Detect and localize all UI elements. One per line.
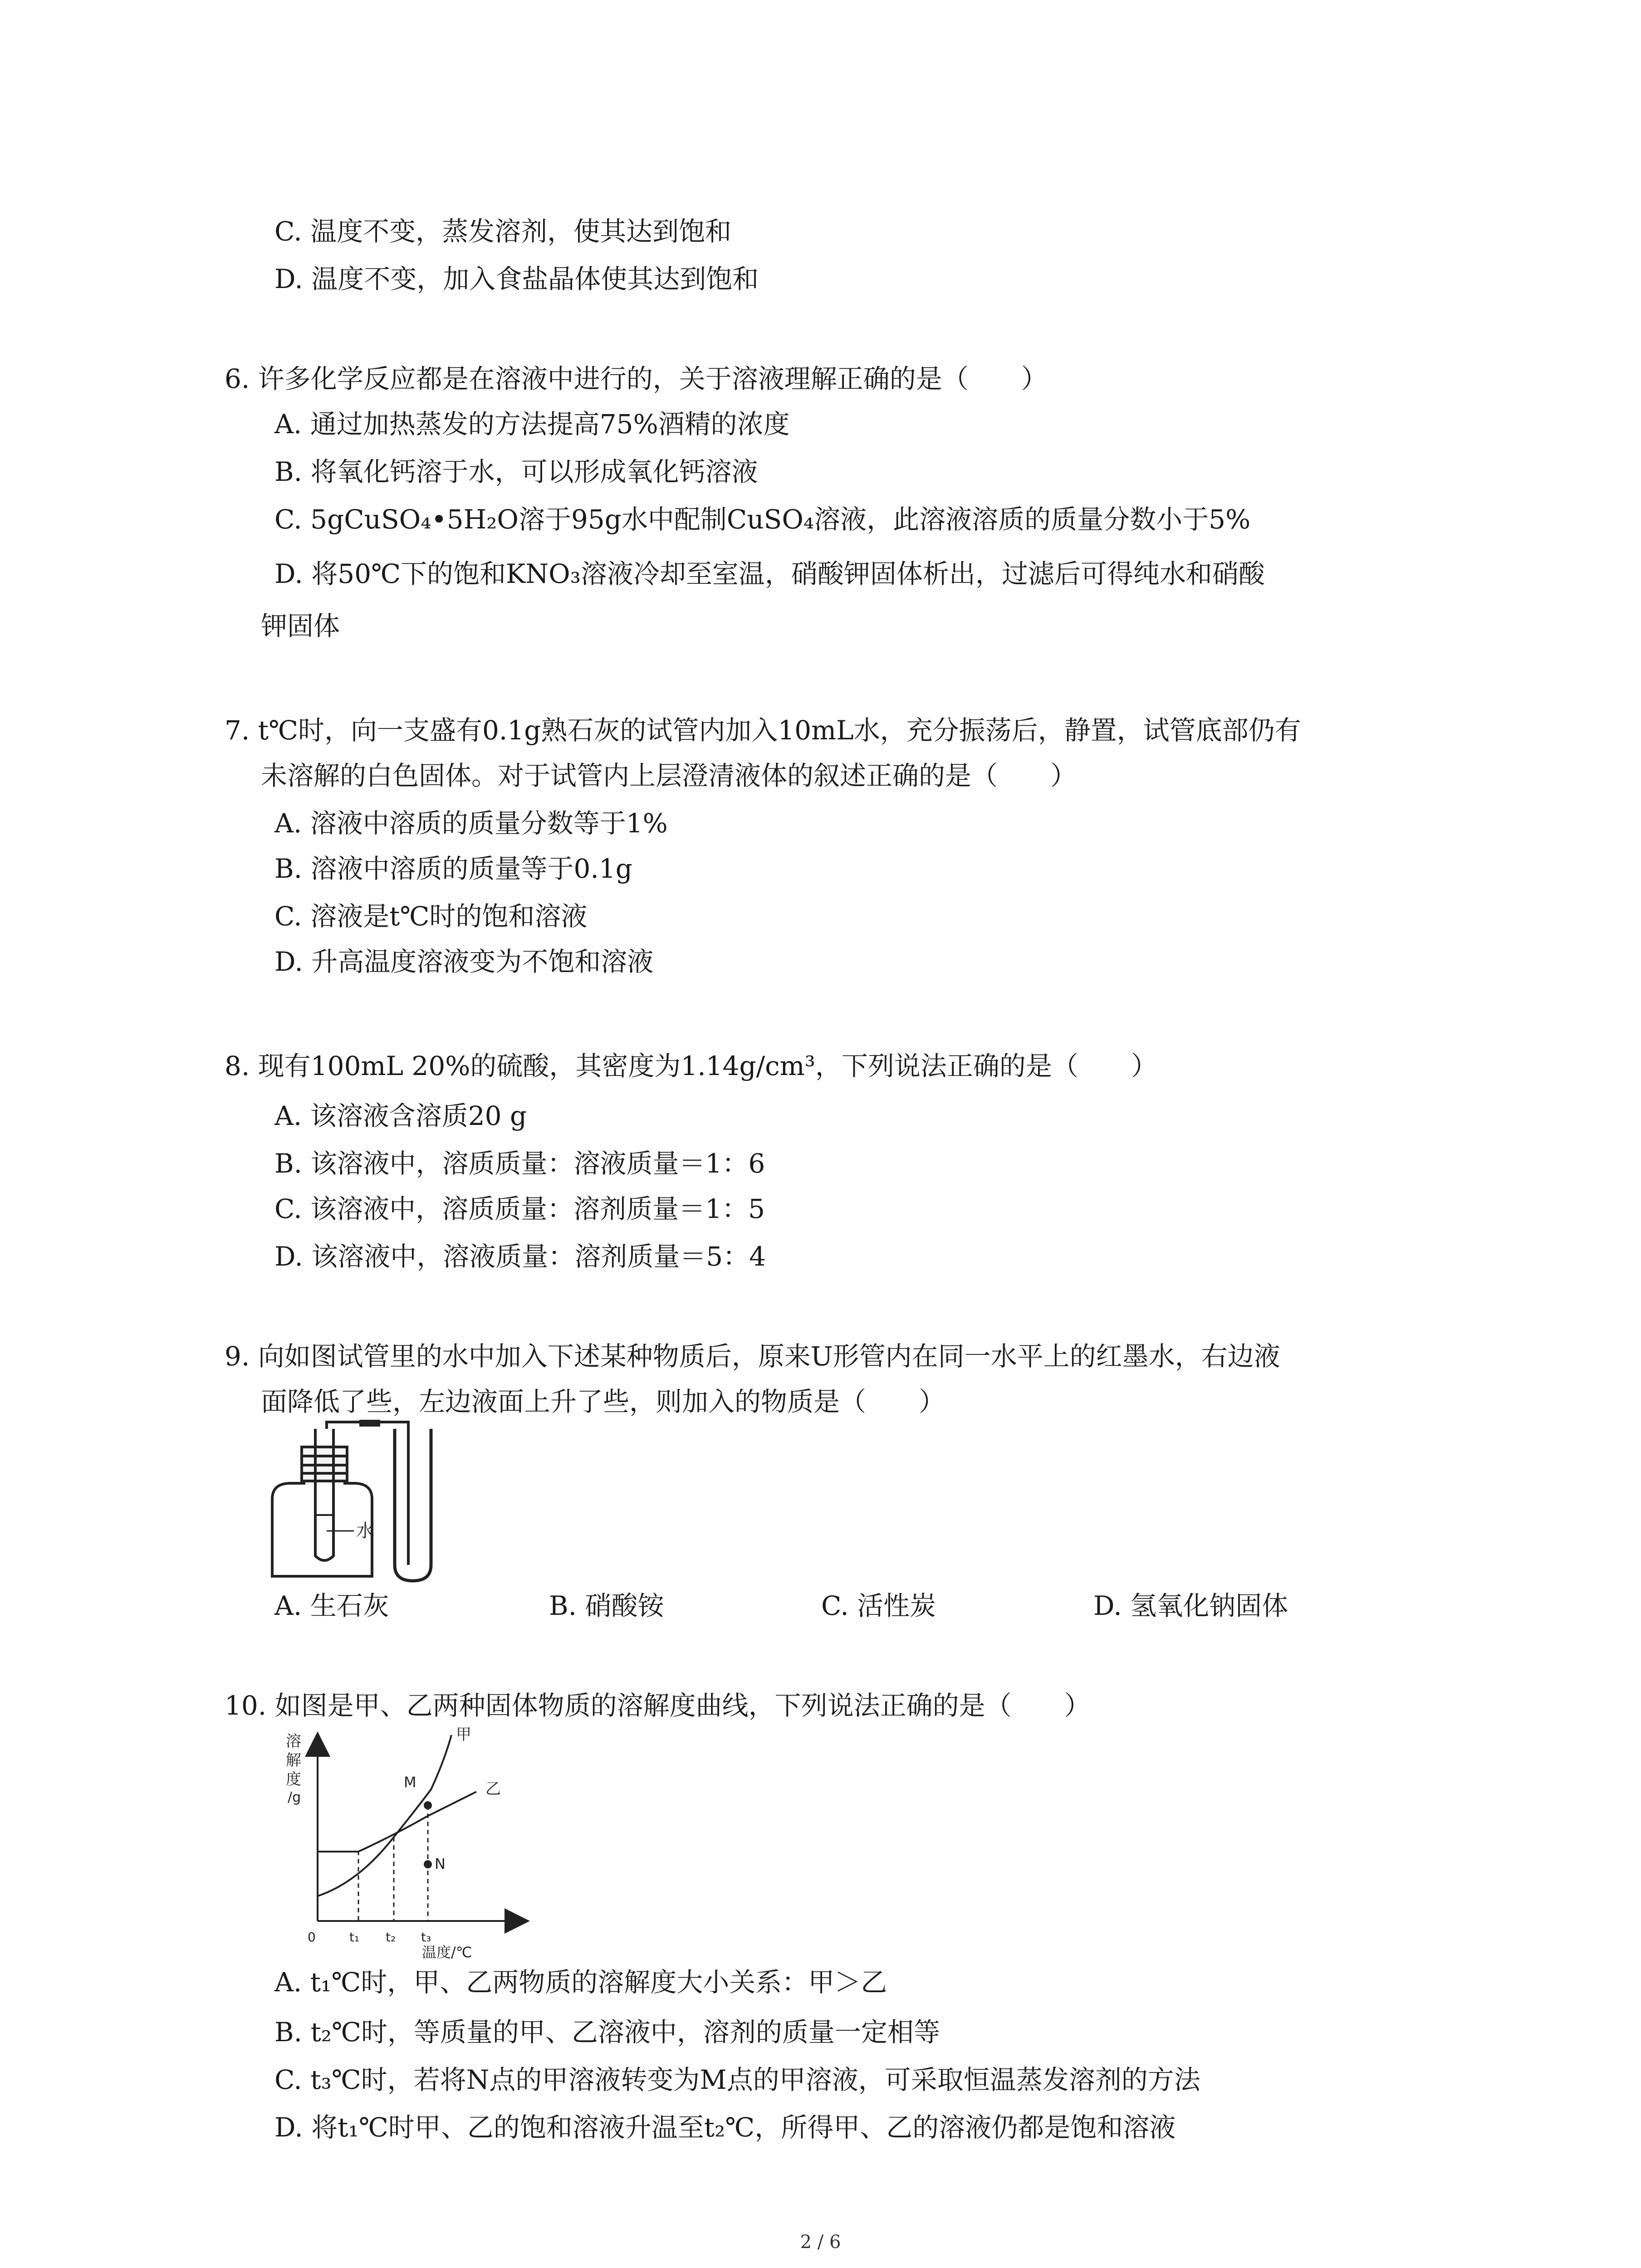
q7-option-b: B. 溶液中溶质的质量等于0.1g <box>274 853 632 884</box>
curve-yi <box>358 1792 476 1852</box>
q7-stem-continued: 未溶解的白色固体。对于试管内上层澄清液体的叙述正确的是（ ） <box>261 760 1077 791</box>
q6-option-d-continued: 钾固体 <box>261 611 340 641</box>
solubility-chart <box>272 1724 535 1960</box>
q7-option-c: C. 溶液是t℃时的饱和溶液 <box>274 901 588 932</box>
q10-option-c: C. t₃℃时，若将N点的甲溶液转变为M点的甲溶液，可采取恒温蒸发溶剂的方法 <box>274 2064 1200 2095</box>
y-axis-label-4: /g <box>288 1789 301 1805</box>
q10-stem: 10. 如图是甲、乙两种固体物质的溶解度曲线，下列说法正确的是（ ） <box>225 1690 1091 1721</box>
q5-option-d: D. 温度不变，加入食盐晶体使其达到饱和 <box>274 264 759 294</box>
q9-option-d: D. 氢氧化钠固体 <box>1093 1590 1288 1621</box>
point-n <box>424 1860 432 1868</box>
q10-option-d: D. 将t₁℃时甲、乙的饱和溶液升温至t₂℃，所得甲、乙的溶液仍都是饱和溶液 <box>274 2112 1176 2143</box>
q6-option-a: A. 通过加热蒸发的方法提高75%酒精的浓度 <box>274 409 790 440</box>
curve-jia <box>318 1735 451 1896</box>
q6-option-c: C. 5gCuSO₄•5H₂O溶于95g水中配制CuSO₄溶液，此溶液溶质的质量分数小于5% <box>274 504 1251 535</box>
q9-stem-continued: 面降低了些，左边液面上升了些，则加入的物质是（ ） <box>261 1386 945 1417</box>
point-m <box>424 1801 432 1809</box>
q10-option-b: B. t₂℃时，等质量的甲、乙溶液中，溶剂的质量一定相等 <box>274 2017 940 2048</box>
q8-option-c: C. 该溶液中，溶质质量：溶剂质量＝1：5 <box>274 1193 765 1224</box>
series-label-jia: 甲 <box>456 1725 471 1744</box>
q8-option-b: B. 该溶液中，溶质质量：溶液质量＝1：6 <box>274 1148 765 1179</box>
q9-options-row <box>274 1588 1454 1624</box>
series-label-yi: 乙 <box>485 1780 501 1798</box>
water-label: 水 <box>356 1520 374 1541</box>
q6-option-b: B. 将氧化钙溶于水，可以形成氧化钙溶液 <box>274 456 758 487</box>
point-m-label: M <box>404 1774 416 1791</box>
y-axis-label: 溶 <box>286 1732 301 1750</box>
point-n-label: N <box>435 1855 446 1872</box>
q9-stem: 9. 向如图试管里的水中加入下述某种物质后，原来U形管内在同一水平上的红墨水，右边液 <box>225 1341 1280 1372</box>
y-axis-label-3: 度 <box>286 1770 301 1789</box>
q8-option-a: A. 该溶液含溶质20 g <box>274 1100 527 1131</box>
x-tick-t2: t₂ <box>386 1930 396 1945</box>
origin-label: 0 <box>308 1930 316 1945</box>
q5-option-c: C. 温度不变，蒸发溶剂，使其达到饱和 <box>274 216 732 247</box>
y-axis-label-2: 解 <box>286 1751 301 1769</box>
q7-option-a: A. 溶液中溶质的质量分数等于1% <box>274 808 668 839</box>
q9-option-c: C. 活性炭 <box>821 1590 936 1621</box>
q8-option-d: D. 该溶液中，溶液质量：溶剂质量＝5：4 <box>274 1241 766 1272</box>
q7-stem: 7. t℃时，向一支盛有0.1g熟石灰的试管内加入10mL水，充分振荡后，静置，试管底部仍有 <box>225 715 1301 746</box>
q10-option-a: A. t₁℃时，甲、乙两物质的溶解度大小关系：甲＞乙 <box>274 1967 887 1998</box>
page-number: 2 / 6 <box>800 2232 841 2253</box>
q9-apparatus-figure <box>263 1420 476 1583</box>
q9-option-b: B. 硝酸铵 <box>549 1590 664 1621</box>
q7-option-d: D. 升高温度溶液变为不饱和溶液 <box>274 946 654 977</box>
q8-stem: 8. 现有100mL 20%的硫酸，其密度为1.14g/cm³，下列说法正确的是（ ） <box>225 1051 1157 1081</box>
x-tick-t1: t₁ <box>349 1930 360 1945</box>
u-tube <box>395 1429 431 1581</box>
q6-stem: 6. 许多化学反应都是在溶液中进行的，关于溶液理解正确的是（ ） <box>225 363 1048 394</box>
q6-option-d: D. 将50℃下的饱和KNO₃溶液冷却至室温，硝酸钾固体析出，过滤后可得纯水和硝酸 <box>274 558 1265 589</box>
x-axis-label: 温度/℃ <box>422 1944 472 1960</box>
x-tick-t3: t₃ <box>421 1930 431 1945</box>
q9-option-a: A. 生石灰 <box>274 1590 389 1621</box>
